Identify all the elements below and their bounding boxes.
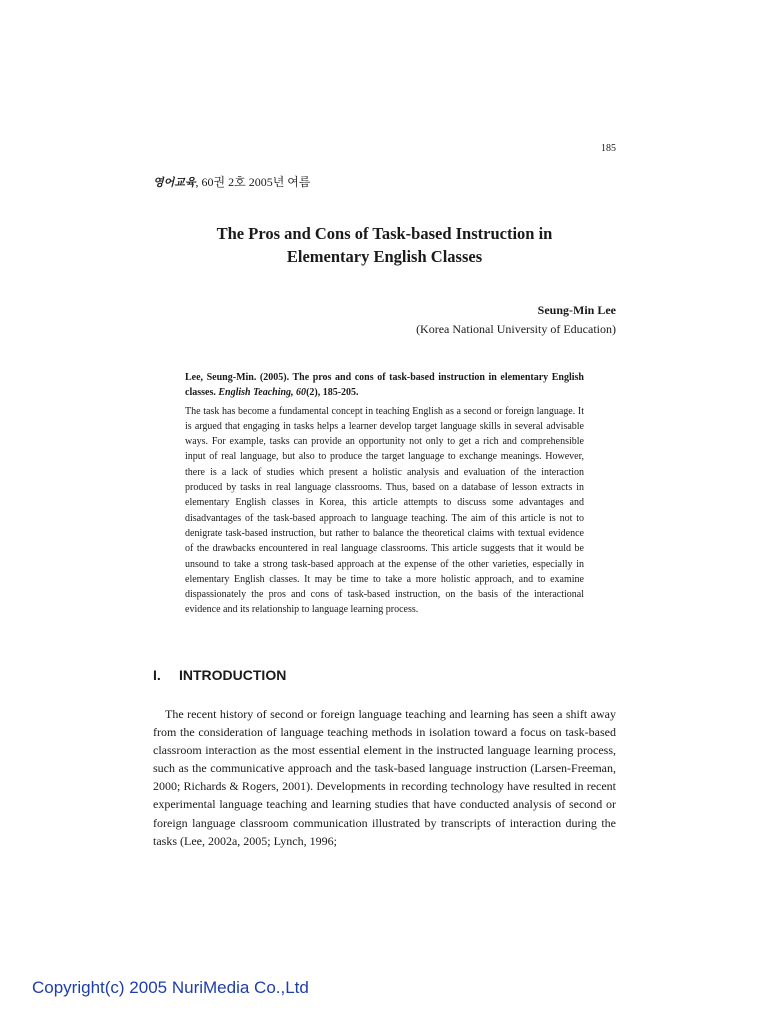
abstract [185, 370, 584, 618]
author-name: Seung-Min Lee [537, 303, 616, 317]
copyright-notice: Copyright(c) 2005 NuriMedia Co.,Ltd [32, 978, 309, 997]
section-title: INTRODUCTION [179, 667, 287, 683]
article-title [153, 222, 616, 268]
article-title-line-1: The Pros and Cons of Task-based Instruction in [216, 224, 553, 243]
page-number: 185 [601, 143, 616, 154]
author-block [416, 302, 616, 338]
section-number: I. [153, 667, 161, 683]
author-affiliation: (Korea National University of Education) [416, 322, 616, 336]
intro-paragraph: The recent history of second or foreign language teaching and learning has seen a shift away from the consideration of language teaching methods in isolation toward a focus on task-based classroom interaction as the most essential element in the instructed language learning process, such as the communicative approach and the task-based language instruction (Larsen-Freeman, 2000; Richards & Rogers, 2001). Developments in recording technology have resulted in recent experimental language teaching and learning studies that have conducted analysis of second or foreign language classroom communication illustrated by transcripts of interaction during the tasks (Lee, 2002a, 2005; Lynch, 1996; [153, 707, 616, 848]
citation-journal: English Teaching, 60 [218, 387, 307, 399]
journal-line [153, 173, 310, 190]
citation-suffix: (2), 185-205. [306, 387, 359, 399]
citation-prefix: Lee, Seung-Min. (2005). The pros and cons of task-based instruction in elementary English classes. [185, 372, 584, 399]
article-title-line-2: Elementary English Classes [286, 247, 483, 266]
journal-issue: , 60권 2호 2005년 여름 [195, 175, 311, 189]
abstract-body: The task has become a fundamental concept in teaching English as a second or foreign language. It is argued that engaging in tasks helps a learner develop target language skills in several advisable ways. For example, tasks can provide an opportunity not only to get a rich and comprehensible input of real language, but also to produce the target language to exchange meanings. However, there is a lack of studies which present a holistic analysis and evaluation of the interaction produced by tasks in real language classrooms. Thus, based on a database of lesson extracts in elementary English classes in Korea, this article attempts to discuss some advantages and disadvantages of the task-based approach to language teaching. The aim of this article is not to denigrate task-based instruction, but rather to balance the theoretical claims with textual evidence of the drawbacks encountered in real language classrooms. This article suggests that it would be unsound to take a strong task-based approach at the expense of the other varieties, especially in elementary English classes. It may be time to take a more holistic approach, and to examine dispassionately the pros and cons of task-based instruction, on the basis of the interactional evidence and its relationship to language learning process. [185, 405, 584, 616]
journal-name: 영어교육 [153, 176, 196, 189]
abstract-citation [185, 370, 584, 401]
section-heading [153, 667, 286, 683]
